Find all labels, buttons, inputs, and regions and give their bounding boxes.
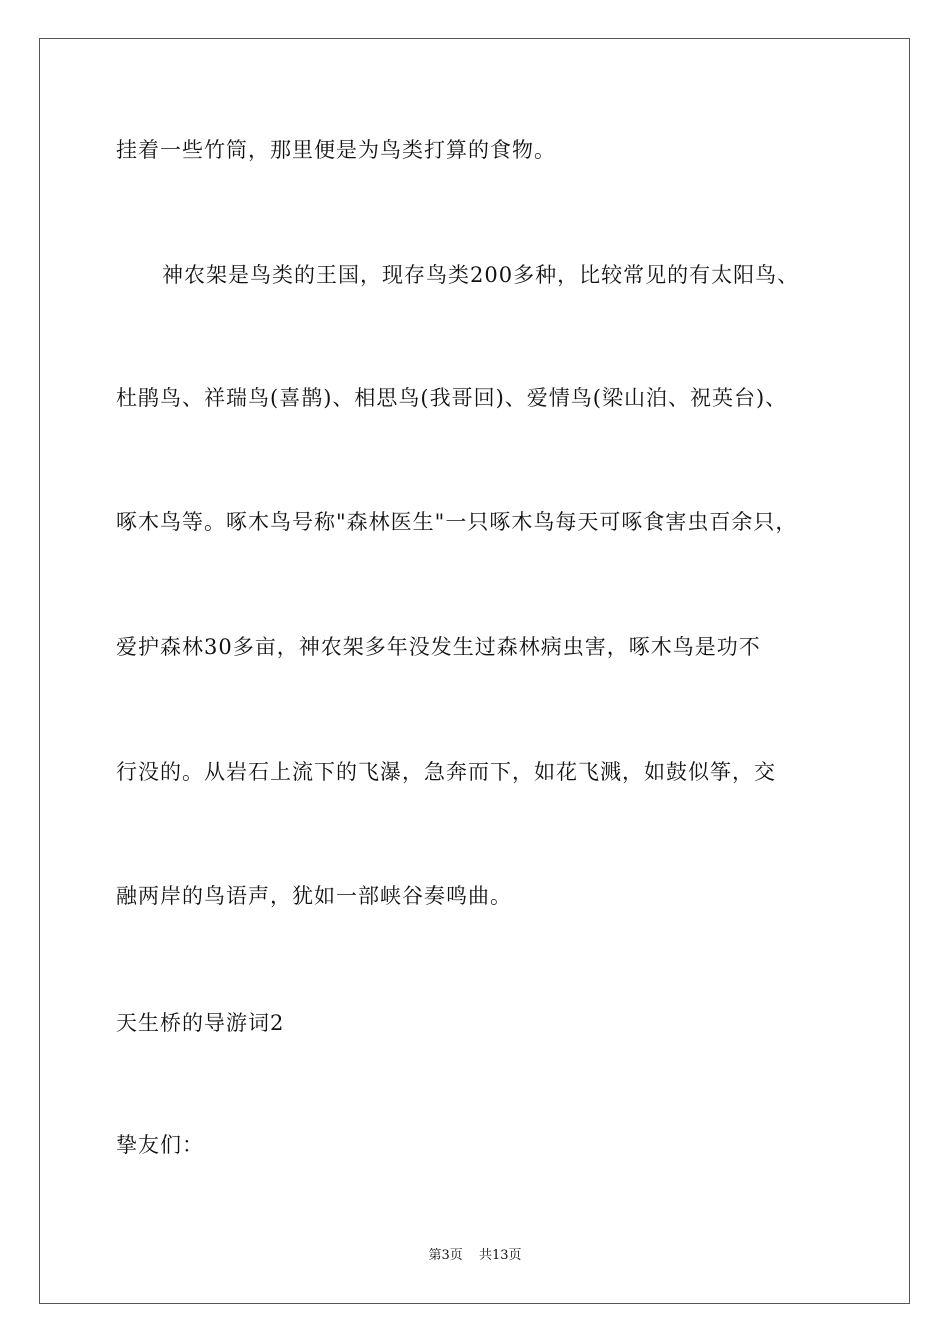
paragraph-line: 融两岸的鸟语声，犹如一部峡谷奏鸣曲。 <box>116 884 512 908</box>
greeting-line: 挚友们： <box>116 1133 204 1157</box>
paragraph-line: 行没的。从岩石上流下的飞瀑，急奔而下，如花飞溅，如鼓似筝，交 <box>116 760 776 784</box>
paragraph-line: 爱护森林30多亩，神农架多年没发生过森林病虫害，啄木鸟是功不 <box>116 635 761 659</box>
section-heading: 天生桥的导游词2 <box>116 1011 285 1035</box>
page-number-total: 共13页 <box>478 1248 522 1263</box>
paragraph-line: 杜鹃鸟、祥瑞鸟(喜鹊)、相思鸟(我哥回)、爱情鸟(梁山泊、祝英台)、 <box>116 386 788 410</box>
page-border <box>39 38 910 1304</box>
paragraph-line: 啄木鸟等。啄木鸟号称"森林医生"一只啄木鸟每天可啄食害虫百余只， <box>116 510 798 534</box>
page-number-current: 第3页 <box>428 1248 463 1263</box>
paragraph-line: 神农架是鸟类的王国，现存鸟类200多种，比较常见的有太阳鸟、 <box>162 263 800 287</box>
paragraph-line: 挂着一些竹筒，那里便是为鸟类打算的食物。 <box>116 138 556 162</box>
page-footer <box>0 1247 950 1265</box>
